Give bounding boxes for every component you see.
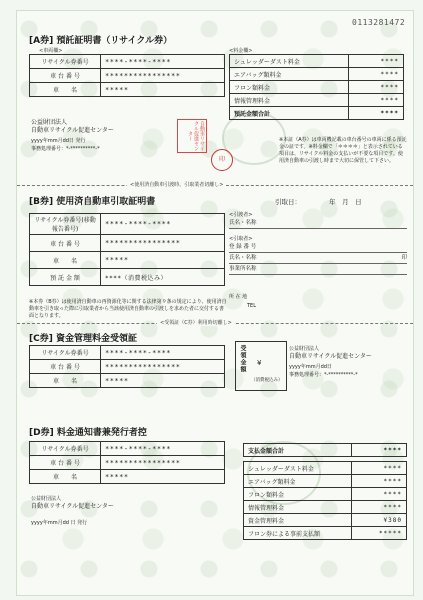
issuer-org: 公益財団法人 <box>31 496 62 502</box>
recycle-number-label: リサイクル券番号 <box>30 55 101 69</box>
fee-value-cell: **** <box>349 55 404 68</box>
fee-value-cell: **** <box>352 462 407 475</box>
fee-label-cell: シュレッダーダスト料金 <box>244 462 352 475</box>
chassis-number-value: **************** <box>101 69 225 83</box>
recycling-ticket-document <box>16 10 414 596</box>
section-a-issuer <box>31 119 114 153</box>
table-row <box>30 235 225 252</box>
section-d-vehicle-table <box>29 441 225 484</box>
recycle-number-value: ****-****-**** <box>101 346 225 360</box>
fee-total-value: **** <box>349 107 404 120</box>
yen-mark: ¥ <box>257 359 262 367</box>
fee-value-cell: **** <box>349 94 404 107</box>
handler-number: 事務処理番号：*-**********-* <box>31 146 100 152</box>
vehicle-label: <車両欄> <box>39 48 63 54</box>
fee-label: <料金欄> <box>229 48 253 54</box>
issuer-name: 自動車リサイクル促進センター <box>31 503 114 510</box>
table-row <box>30 83 225 97</box>
table-row <box>30 346 225 360</box>
table-row <box>230 94 404 107</box>
fee-value-cell: ¥380 <box>352 514 407 527</box>
payment-total-label: 支払金額合計 <box>244 444 352 457</box>
receiver-label: <引取者> <box>229 236 253 242</box>
chassis-number-label: 車 台 番 号 <box>30 456 101 470</box>
section-a-fee-table <box>229 54 404 120</box>
table-row <box>230 107 404 120</box>
handler-number: 事務処理番号：*-**********-* <box>289 372 358 378</box>
chassis-number-value: **************** <box>101 235 225 252</box>
received-date-fields: 年 月 日 <box>329 198 362 206</box>
section-d-fee-table <box>243 443 407 540</box>
fee-label-cell: フロン類料金 <box>230 81 349 94</box>
red-seal: 印 <box>211 149 233 171</box>
section-c-title: [C券] 資金管理料金受領証 <box>29 334 137 344</box>
vehicle-name-label: 車 名 <box>30 374 101 388</box>
issue-date: yyyy年mm月dd日 <box>289 364 332 370</box>
section-b-vehicle-table <box>29 213 225 286</box>
issue-date: yyyy年mm月dd 日 発行 <box>31 520 88 526</box>
section-a-notes: ※本証（A券）は車両機記載の車台番号の車両に係る預託金の証です。※料金欄で「＊＊＊＊」と表示されている項目は、リサイクル料金の支払いが不要な項目です。使用済自動車の引渡し時まで大切に保管して下さい。 <box>279 137 407 164</box>
issuer-name: 自動車リサイクル促進センター <box>31 127 114 134</box>
issue-date: yyyy年mm月dd日 発行 <box>31 138 86 144</box>
receiver-office-line <box>229 264 407 275</box>
fee-label-cell: エアバッグ類料金 <box>244 475 352 488</box>
fee-value-cell: **** <box>352 475 407 488</box>
vehicle-name-value: ***** <box>101 252 225 269</box>
fee-value-cell: **** <box>349 81 404 94</box>
chassis-number-value: **************** <box>101 360 225 374</box>
issuer-org: 公益財団法人 <box>31 119 68 126</box>
section-a-vehicle-table <box>29 54 225 97</box>
organization-seal: 自動車リサイクル促進センター <box>177 119 207 153</box>
receiver-name-line <box>229 253 407 264</box>
handover-block <box>229 211 407 275</box>
table-row <box>244 444 407 457</box>
received-date-label: 引取日： <box>275 198 301 206</box>
recycle-number-value: ****-****-**** <box>101 55 225 69</box>
deposit-amount-value: ****（消費税込み） <box>101 269 225 286</box>
fee-label-cell: 資金管理料金 <box>244 514 352 527</box>
vehicle-name-value: ***** <box>101 83 225 97</box>
table-row <box>230 81 404 94</box>
chassis-number-value: **************** <box>101 456 225 470</box>
section-c-issuer <box>289 345 372 379</box>
chassis-number-label: 車 台 番 号 <box>30 360 101 374</box>
receiver-seal-mark: 印 <box>401 255 407 261</box>
fee-label-cell: 情報管理料金 <box>244 501 352 514</box>
chassis-number-label: 車 台 番 号 <box>30 69 101 83</box>
received-amount-label: 受領金額 <box>239 345 246 373</box>
table-row <box>30 374 225 388</box>
table-row <box>30 214 225 235</box>
handover-name-label: 氏名・名称 <box>229 220 257 226</box>
address-label: 所 在 地 <box>229 294 248 300</box>
handover-name-line <box>229 218 407 229</box>
receiver-reg-line <box>229 242 407 253</box>
handover-label: <引渡者> <box>229 212 253 218</box>
fee-value-cell: **** <box>349 68 404 81</box>
fee-label-cell: フロン券による事前支払額 <box>244 527 352 540</box>
fee-label-cell: 情報管理料金 <box>230 94 349 107</box>
vehicle-name-value: ***** <box>101 374 225 388</box>
table-row <box>30 456 225 470</box>
receiver-name-label: 氏名・名称 <box>229 255 257 261</box>
table-row <box>244 475 407 488</box>
recycle-number-label: リサイクル券番号 <box>30 346 101 360</box>
section-b-title: [B券] 使用済自動車引取証明書 <box>29 197 156 207</box>
tel-label: TEL <box>247 303 256 309</box>
recycle-number-label: リサイクル券番号(移動報告番号) <box>30 214 101 235</box>
cut-note: <使用済自動車引渡時、引取業者切離し> <box>127 181 226 188</box>
issuer-org: 公益財団法人 <box>289 346 320 352</box>
table-row <box>230 68 404 81</box>
payment-total-value: **** <box>352 444 407 457</box>
table-row <box>30 55 225 69</box>
fee-value-cell: **** <box>352 488 407 501</box>
fee-value-cell: ***** <box>352 527 407 540</box>
table-row <box>244 527 407 540</box>
vehicle-name-label: 車 名 <box>30 83 101 97</box>
vehicle-name-value: ***** <box>101 470 225 484</box>
fee-value-cell: **** <box>352 501 407 514</box>
receiver-office-label: 事業所名称 <box>229 266 257 272</box>
table-row <box>244 501 407 514</box>
vehicle-name-label: 車 名 <box>30 470 101 484</box>
section-d-issuer <box>31 495 114 527</box>
chassis-number-label: 車 台 番 号 <box>30 235 101 252</box>
fee-label-cell: エアバッグ類料金 <box>230 68 349 81</box>
address-block <box>229 293 256 311</box>
section-d-title: [D券] 料金通知書兼発行者控 <box>29 428 147 438</box>
table-row <box>30 442 225 456</box>
deposit-amount-label: 預 託 金 額 <box>30 269 101 286</box>
fee-label-cell: シュレッダーダスト料金 <box>230 55 349 68</box>
tax-included-note: （消費税込み） <box>251 378 283 383</box>
fee-label-cell: フロン類料金 <box>244 488 352 501</box>
section-a-title: [A券] 預託証明書（リサイクル券） <box>29 36 173 46</box>
table-row <box>30 69 225 83</box>
table-row <box>30 269 225 286</box>
received-date <box>275 197 362 206</box>
table-row <box>30 470 225 484</box>
recycle-number-value: ****-****-**** <box>101 214 225 235</box>
issuer-name: 自動車リサイクル促進センター <box>289 353 372 360</box>
serial-number: 0113281472 <box>352 18 406 27</box>
table-row <box>230 55 404 68</box>
receiver-reg-label: 登 録 番 号 <box>229 244 257 250</box>
recycle-number-value: ****-****-**** <box>101 442 225 456</box>
fee-total-label: 預託金額合計 <box>230 107 349 120</box>
cut-note: <受領証（C券）利用時切離し> <box>157 319 235 326</box>
section-c-vehicle-table <box>29 345 225 388</box>
table-row <box>244 514 407 527</box>
recycle-number-label: リサイクル券番号 <box>30 442 101 456</box>
table-row <box>30 360 225 374</box>
section-b-note: ※本券（B券）は使用済自動車の再資源化等に関する法律第９条の規定により、使用済自動車を引き取った際に引取業者から当該使用済自動車の引渡しを求めた者に交付する書面となります。 <box>29 299 227 319</box>
table-row <box>30 252 225 269</box>
table-row <box>244 462 407 475</box>
vehicle-name-label: 車 名 <box>30 252 101 269</box>
table-row <box>244 488 407 501</box>
